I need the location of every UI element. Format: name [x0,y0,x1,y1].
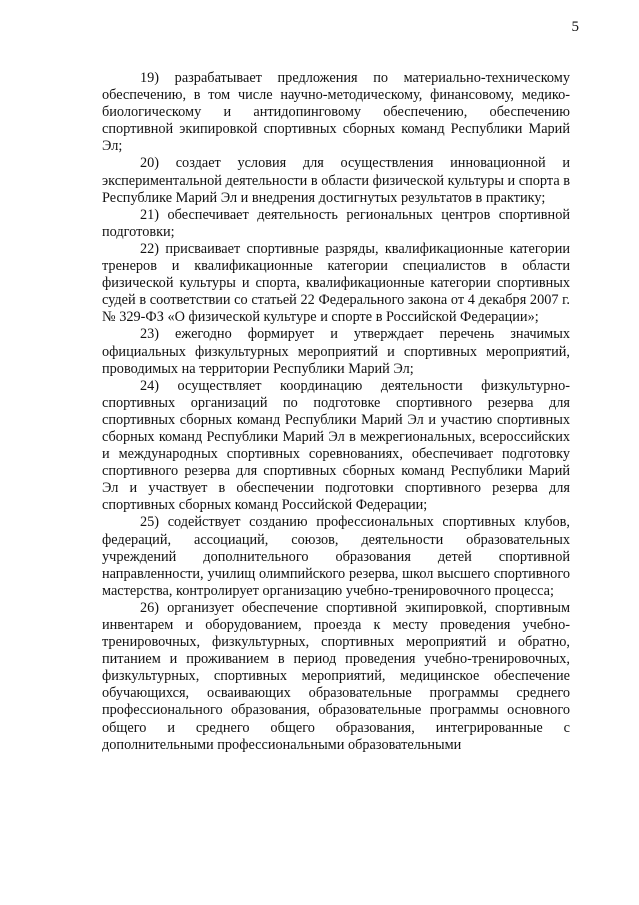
paragraph-item-25: 25) содействует созданию профессиональных спортивных клубов, федераций, ассоциаций, союзов, деятельности образовательных учреждений дополнительного образования детей спортивной направленности, училищ олимпийского резерва, школ высшего спортивного мастерства, контролирует организацию учебно-тренировочного процесса; [102,514,570,599]
paragraph-item-26: 26) организует обеспечение спортивной экипировкой, спортивным инвентарем и оборудованием, проезда к месту проведения учебно-тренировочных, физкультурных, спортивных мероприятий и обратно, питанием и проживанием в период проведения учебно-тренировочных, физкультурных, спортивных мероприятий, медицинское обеспечение обучающихся, осваивающих образовательные программы среднего профессионального образования, образовательные программы основного общего и среднего общего образования, интегрированные с дополнительными профессиональными образовательными [102,599,570,753]
paragraph-item-22: 22) присваивает спортивные разряды, квалификационные категории тренеров и квалификационные категории специалистов в области физической культуры и спорта, квалификационные категории спортивных судей в соответствии со статьей 22 Федерального закона от 4 декабря 2007 г. № 329-ФЗ «О физической культуре и спорте в Российской Федерации»; [102,240,570,326]
document-body [102,70,570,754]
paragraph-item-23: 23) ежегодно формирует и утверждает перечень значимых официальных физкультурных мероприятий и спортивных мероприятий, проводимых на территории Республики Марий Эл; [102,326,570,377]
paragraph-item-19: 19) разрабатывает предложения по материально-техническому обеспечению, в том числе научно-методическому, финансовому, медико-биологическому и антидопинговому обеспечению, обеспечению спортивной экипировкой спортивных сборных команд Республики Марий Эл; [102,70,570,155]
paragraph-item-24: 24) осуществляет координацию деятельности физкультурно-спортивных организаций по подготовке спортивного резерва для спортивных сборных команд Республики Марий Эл и участию спортивных сборных команд Республики Марий Эл в межрегиональных, всероссийских и международных спортивных соревнованиях, обеспечивает подготовку спортивного резерва для спортивных сборных команд Республики Марий Эл и участвует в обеспечении подготовки спортивного резерва для спортивных сборных команд Российской Федерации; [102,377,570,514]
page-number: 5 [571,19,579,35]
paragraph-item-21: 21) обеспечивает деятельность региональных центров спортивной подготовки; [102,206,570,240]
paragraph-item-20: 20) создает условия для осуществления инновационной и экспериментальной деятельности в области физической культуры и спорта в Республике Марий Эл и внедрения достигнутых результатов в практику; [102,155,570,206]
